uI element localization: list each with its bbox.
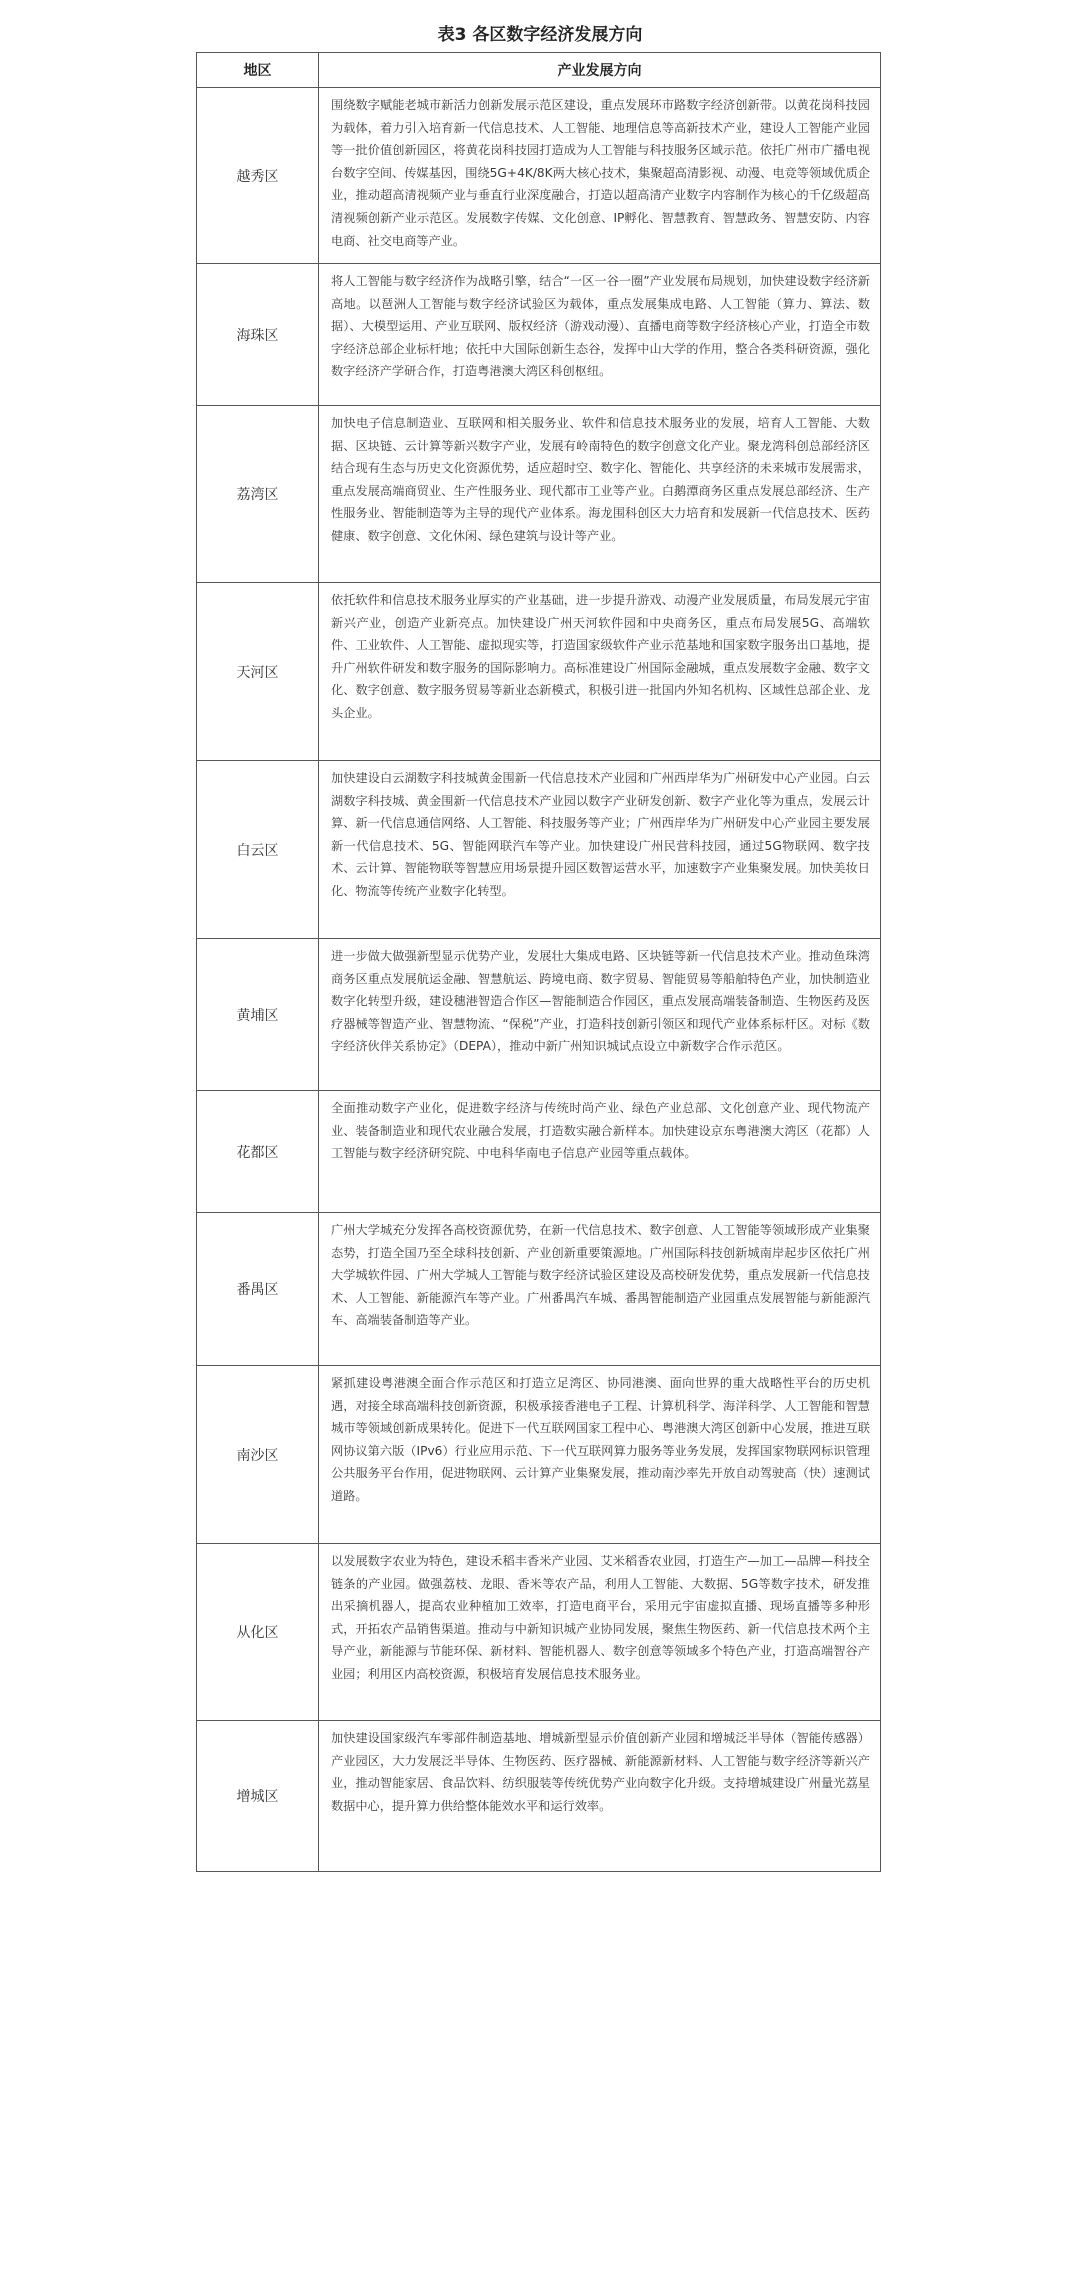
table-row (197, 1091, 881, 1213)
direction-cell: 围绕数字赋能老城市新活力创新发展示范区建设，重点发展环市路数字经济创新带。以黄花岗科技园为载体，着力引入培育新一代信息技术、人工智能、地理信息等高新技术产业，建设人工智能产业园等一批价值创新园区，将黄花岗科技园打造成为人工智能与科技服务区域示范。依托广州市广播电视台数字空间、传媒基因，围绕5G+4K/8K两大核心技术，集聚超高清影视、动漫、电竞等领域优质企业，推动超高清视频产业与垂直行业深度融合，打造以超高清产业数字内容制作为核心的千亿级超高清视频创新产业示范区。发展数字传媒、文化创意、IP孵化、智慧教育、智慧政务、智慧安防、内容电商、社交电商等产业。 (319, 88, 881, 264)
region-cell: 增城区 (197, 1721, 319, 1872)
table-row (197, 264, 881, 406)
direction-cell: 以发展数字农业为特色，建设禾稻丰香米产业园、艾米稻香农业园，打造生产—加工—品牌—科技全链条的产业园。做强荔枝、龙眼、香米等农产品，利用人工智能、大数据、5G等数字技术，研发推出采摘机器人，提高农业种植加工效率，打造电商平台，采用元宇宙虚拟直播、现场直播等多种形式，开拓农产品销售渠道。推动与中新知识城产业协同发展，聚焦生物医药、新一代信息技术两个主导产业，新能源与节能环保、新材料、智能机器人、数字创意等领域多个特色产业，打造高端智谷产业园；利用区内高校资源，积极培育发展信息技术服务业。 (319, 1544, 881, 1721)
table-row (197, 583, 881, 761)
table-row (197, 939, 881, 1091)
direction-cell: 紧抓建设粤港澳全面合作示范区和打造立足湾区、协同港澳、面向世界的重大战略性平台的历史机遇，对接全球高端科技创新资源，积极承接香港电子工程、计算机科学、海洋科学、人工智能和智慧城市等领域创新成果转化。促进下一代互联网国家工程中心、粤港澳大湾区创新中心发展，推进互联网协议第六版（IPv6）行业应用示范、下一代互联网算力服务等业务发展，发挥国家物联网标识管理公共服务平台作用，促进物联网、云计算产业集聚发展，推动南沙率先开放自动驾驶高（快）速测试道路。 (319, 1366, 881, 1544)
region-cell: 白云区 (197, 761, 319, 939)
header-region: 地区 (197, 53, 319, 88)
direction-cell: 加快电子信息制造业、互联网和相关服务业、软件和信息技术服务业的发展，培育人工智能、大数据、区块链、云计算等新兴数字产业，发展有岭南特色的数字创意文化产业。聚龙湾科创总部经济区结合现有生态与历史文化资源优势，适应超时空、数字化、智能化、共享经济的未来城市发展需求，重点发展高端商贸业、生产性服务业、现代都市工业等产业。白鹅潭商务区重点发展总部经济、生产性服务业、智能制造等为主导的现代产业体系。海龙围科创区大力培育和发展新一代信息技术、医药健康、数字创意、文化休闲、绿色建筑与设计等产业。 (319, 406, 881, 583)
direction-cell: 广州大学城充分发挥各高校资源优势，在新一代信息技术、数字创意、人工智能等领域形成产业集聚态势，打造全国乃至全球科技创新、产业创新重要策源地。广州国际科技创新城南岸起步区依托广州大学城软件园、广州大学城人工智能与数字经济试验区建设及高校研发优势，重点发展新一代信息技术、人工智能、新能源汽车等产业。广州番禺汽车城、番禺智能制造产业园重点发展智能与新能源汽车、高端装备制造等产业。 (319, 1213, 881, 1366)
region-development-table (196, 52, 881, 1872)
table-row (197, 88, 881, 264)
direction-cell: 将人工智能与数字经济作为战略引擎，结合“一区一谷一圈”产业发展布局规划，加快建设数字经济新高地。以琶洲人工智能与数字经济试验区为载体，重点发展集成电路、人工智能（算力、算法、数据）、大模型运用、产业互联网、版权经济（游戏动漫）、直播电商等数字经济核心产业，打造全市数字经济总部企业标杆地；依托中大国际创新生态谷，发挥中山大学的作用，整合各类科研资源，强化数字经济产学研合作，打造粤港澳大湾区科创枢纽。 (319, 264, 881, 406)
direction-cell: 加快建设白云湖数字科技城黄金围新一代信息技术产业园和广州西岸华为广州研发中心产业园。白云湖数字科技城、黄金围新一代信息技术产业园以数字产业研发创新、数字产业化等为重点，发展云计算、新一代信息通信网络、人工智能、科技服务等产业；广州西岸华为广州研发中心产业园主要发展新一代信息技术、5G、智能网联汽车等产业。加快建设广州民营科技园，通过5G物联网、数字技术、云计算、智能物联等智慧应用场景提升园区数智运营水平，加速数字产业集聚发展。加快美妆日化、物流等传统产业数字化转型。 (319, 761, 881, 939)
region-cell: 番禺区 (197, 1213, 319, 1366)
table-row (197, 761, 881, 939)
table-row (197, 1721, 881, 1872)
region-cell: 从化区 (197, 1544, 319, 1721)
direction-cell: 全面推动数字产业化，促进数字经济与传统时尚产业、绿色产业总部、文化创意产业、现代物流产业、装备制造业和现代农业融合发展，打造数实融合新样本。加快建设京东粤港澳大湾区（花都）人工智能与数字经济研究院、中电科华南电子信息产业园等重点载体。 (319, 1091, 881, 1213)
direction-cell: 依托软件和信息技术服务业厚实的产业基础，进一步提升游戏、动漫产业发展质量，布局发展元宇宙新兴产业，创造产业新亮点。加快建设广州天河软件园和中央商务区，重点布局发展5G、高端软件、工业软件、人工智能、虚拟现实等，打造国家级软件产业示范基地和国家数字服务出口基地，提升广州软件研发和数字服务的国际影响力。高标准建设广州国际金融城，重点发展数字金融、数字文化、数字创意、数字服务贸易等新业态新模式，积极引进一批国内外知名机构、区域性总部企业、龙头企业。 (319, 583, 881, 761)
region-cell: 南沙区 (197, 1366, 319, 1544)
region-cell: 海珠区 (197, 264, 319, 406)
table-row (197, 1213, 881, 1366)
direction-cell: 进一步做大做强新型显示优势产业，发展壮大集成电路、区块链等新一代信息技术产业。推动鱼珠湾商务区重点发展航运金融、智慧航运、跨境电商、数字贸易、智能贸易等船舶特色产业，加快制造业数字化转型升级，建设穗港智造合作区—智能制造合作园区，重点发展高端装备制造、生物医药及医疗器械等智造产业、智慧物流、“保税”产业，打造科技创新引领区和现代产业体系标杆区。对标《数字经济伙伴关系协定》（DEPA），推动中新广州知识城试点设立中新数字合作示范区。 (319, 939, 881, 1091)
table-header-row (197, 53, 881, 88)
table-row (197, 1544, 881, 1721)
table-title: 表3 各区数字经济发展方向 (437, 25, 643, 45)
header-direction: 产业发展方向 (319, 53, 881, 88)
table-row (197, 1366, 881, 1544)
region-cell: 花都区 (197, 1091, 319, 1213)
region-cell: 荔湾区 (197, 406, 319, 583)
region-cell: 天河区 (197, 583, 319, 761)
region-cell: 黄埔区 (197, 939, 319, 1091)
region-cell: 越秀区 (197, 88, 319, 264)
table-row (197, 406, 881, 583)
direction-cell: 加快建设国家级汽车零部件制造基地、增城新型显示价值创新产业园和增城泛半导体（智能传感器）产业园区，大力发展泛半导体、生物医药、医疗器械、新能源新材料、人工智能与数字经济等新兴产业，推动智能家居、食品饮料、纺织服装等传统优势产业向数字化升级。支持增城建设广州量光荔星数据中心，提升算力供给整体能效水平和运行效率。 (319, 1721, 881, 1872)
